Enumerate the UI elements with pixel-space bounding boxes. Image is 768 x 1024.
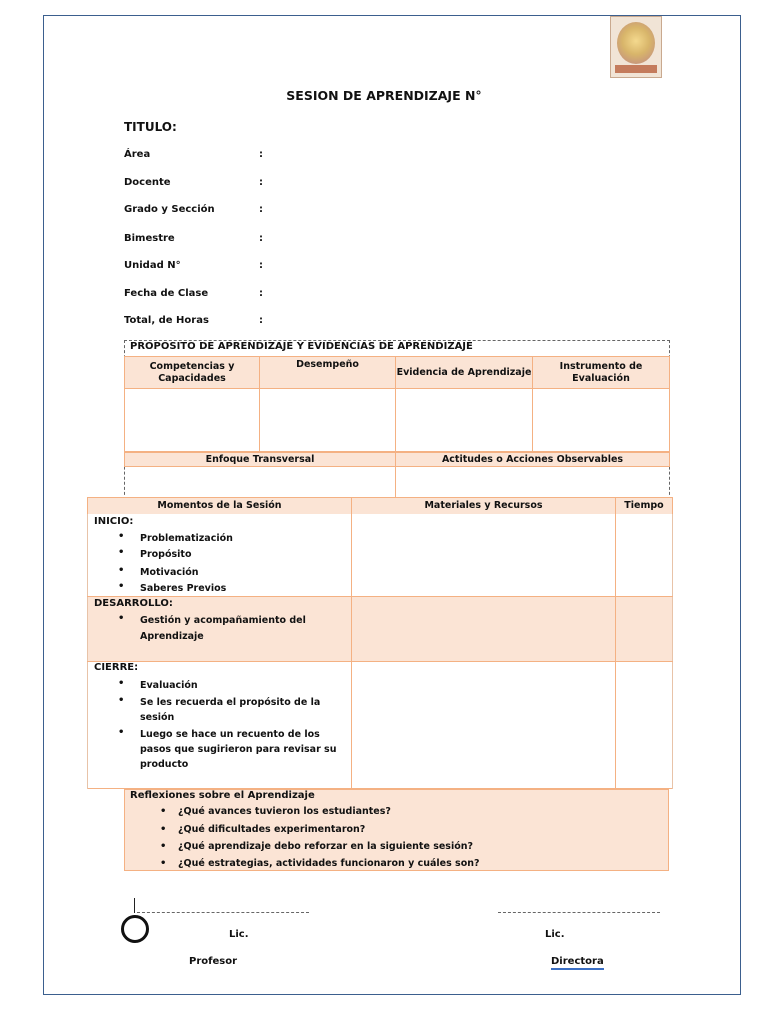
table-left-edge (87, 514, 88, 789)
titulo-label: TITULO: (124, 120, 177, 134)
field-bimestre: Bimestre (124, 233, 175, 244)
cierre-item: sesión (140, 712, 175, 723)
inicio-label: INICIO: (94, 516, 134, 527)
header-instrumento: Instrumento de Evaluación (532, 356, 670, 389)
bullet-dot: • (118, 547, 125, 558)
desarrollo-item: Aprendizaje (140, 631, 204, 642)
bullet-dot: • (160, 824, 167, 835)
header-actitudes: Actitudes o Acciones Observables (395, 452, 670, 467)
header-desempeno: Desempeño (259, 356, 396, 389)
bullet-dot: • (160, 806, 167, 817)
row-divider (87, 661, 673, 662)
desarrollo-label: DESARROLLO: (94, 598, 173, 609)
bullet-dot: • (160, 841, 167, 852)
cell-evidencia (395, 388, 533, 452)
reflexion-question: ¿Qué avances tuvieron los estudiantes? (178, 806, 391, 817)
school-logo (610, 16, 662, 78)
cell-competencias (124, 388, 260, 452)
field-colon: : (259, 149, 263, 160)
signature-right-lic: Lic. (545, 929, 565, 940)
field-area: Área (124, 149, 151, 160)
cierre-item: Se les recuerda el propósito de la (140, 697, 321, 708)
field-colon: : (259, 260, 263, 271)
reflexion-question: ¿Qué dificultades experimentaron? (178, 824, 366, 835)
header-momentos: Momentos de la Sesión (87, 497, 352, 515)
cierre-item: producto (140, 759, 189, 770)
signature-left-lic: Lic. (229, 929, 249, 940)
inicio-item: Saberes Previos (140, 583, 227, 594)
field-unidad: Unidad N° (124, 260, 181, 271)
column-divider (615, 514, 616, 789)
cell-desempeno (259, 388, 396, 452)
logo-band (615, 65, 657, 73)
desarrollo-item: Gestión y acompañamiento del (140, 615, 306, 626)
cierre-item: Evaluación (140, 680, 198, 691)
reflexion-question: ¿Qué estrategias, actividades funcionaron y cuáles son? (178, 858, 480, 869)
field-docente: Docente (124, 177, 171, 188)
signature-line-right (498, 912, 660, 913)
header-evidencia: Evidencia de Aprendizaje (395, 356, 533, 389)
bullet-dot: • (118, 678, 125, 689)
bullet-dot: • (118, 727, 125, 738)
cierre-label: CIERRE: (94, 662, 139, 673)
reflexiones-title: Reflexiones sobre el Aprendizaje (130, 790, 315, 801)
cell-instrumento (532, 388, 670, 452)
field-horas: Total, de Horas (124, 315, 209, 326)
field-grado: Grado y Sección (124, 204, 215, 215)
field-colon: : (259, 288, 263, 299)
column-divider (351, 514, 352, 789)
bullet-dot: • (118, 531, 125, 542)
inicio-item: Propósito (140, 549, 192, 560)
bullet-dot: • (118, 581, 125, 592)
row-divider (87, 596, 673, 597)
signature-right-role: Directora (551, 956, 604, 970)
field-colon: : (259, 233, 263, 244)
header-competencias: Competencias y Capacidades (124, 356, 260, 389)
field-fecha: Fecha de Clase (124, 288, 209, 299)
cierre-item: pasos que sugirieron para revisar su (140, 744, 337, 755)
bullet-dot: • (118, 565, 125, 576)
bullet-dot: • (160, 858, 167, 869)
inicio-item: Motivación (140, 567, 199, 578)
bullet-dot: • (118, 695, 125, 706)
text-cursor (134, 898, 135, 913)
circle-mark-icon (121, 915, 149, 943)
field-colon: : (259, 204, 263, 215)
table-right-edge (672, 514, 673, 789)
inicio-item: Problematización (140, 533, 233, 544)
reflexion-question: ¿Qué aprendizaje debo reforzar en la siguiente sesión? (178, 841, 474, 852)
signature-left-role: Profesor (189, 956, 238, 967)
header-enfoque: Enfoque Transversal (124, 452, 396, 467)
signature-line-left (137, 912, 309, 913)
header-materiales: Materiales y Recursos (351, 497, 616, 515)
bullet-dot: • (118, 613, 125, 624)
logo-emblem (617, 22, 655, 64)
purpose-table-title: PROPOSITO DE APRENDIZAJE Y EVIDENCIAS DE APRENDIZAJE (130, 341, 473, 352)
header-tiempo: Tiempo (615, 497, 673, 515)
cierre-item: Luego se hace un recuento de los (140, 729, 320, 740)
field-colon: : (259, 177, 263, 188)
document-title: SESION DE APRENDIZAJE N° (286, 88, 482, 103)
field-colon: : (259, 315, 263, 326)
column-divider (395, 467, 396, 498)
